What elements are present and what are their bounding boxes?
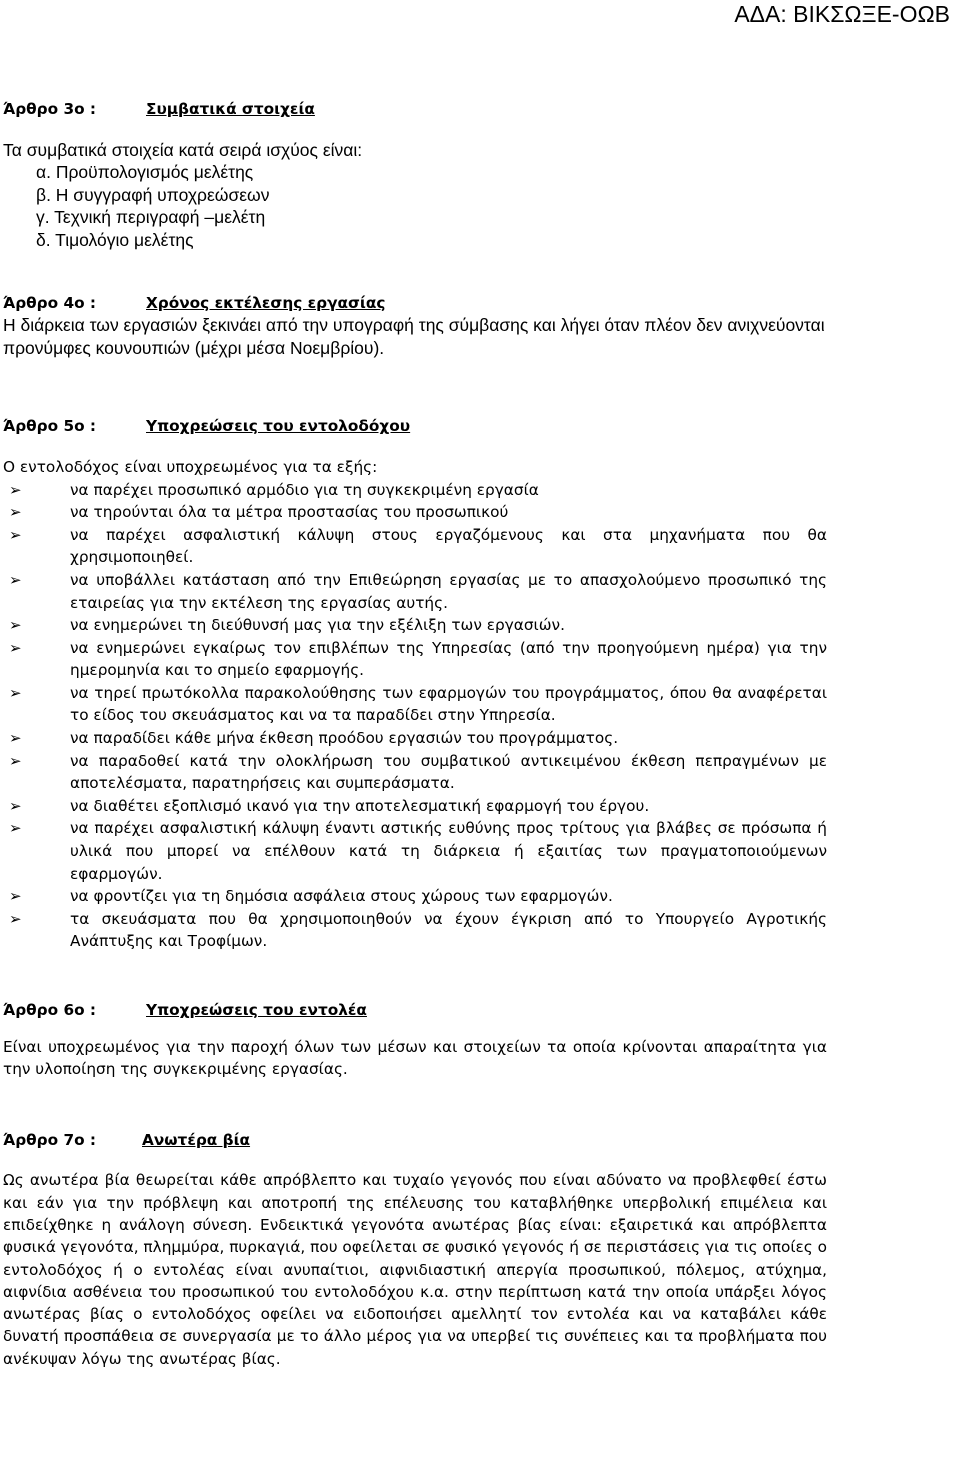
- list-item: ➢ να παρέχει προσωπικό αρμόδιο για τη συγκεκριμένη εργασία: [3, 479, 827, 502]
- article-5-heading: [3, 415, 827, 438]
- contract-item: β. Η συγγραφή υποχρεώσεων: [36, 184, 270, 205]
- ada-header: ΑΔΑ: ΒΙΚΣΩΞΕ-ΟΩΒ: [734, 1, 950, 27]
- contract-item: δ. Τιμολόγιο μελέτης: [36, 229, 194, 250]
- list-item: ➢ να φροντίζει για τη δημόσια ασφάλεια στους χώρους των εφαρμογών.: [3, 885, 827, 908]
- list-item: ➢ να παραδοθεί κατά την ολοκλήρωση του συμβατικού αντικειμένου έκθεση πεπραγμένων με αποτελέσματα, παρατηρήσεις και συμπεράσματα.: [9, 751, 827, 793]
- article-3-intro: Τα συμβατικά στοιχεία κατά σειρά ισχύος είναι:: [3, 139, 363, 160]
- article-title: Συμβατικά στοιχεία: [146, 100, 315, 118]
- contract-item: α. Προϋπολογισμός μελέτης: [36, 162, 254, 183]
- arrowhead-bullet-icon: ➢: [9, 525, 22, 544]
- arrowhead-bullet-icon: ➢: [9, 819, 22, 838]
- article-7-text: Ως ανωτέρα βία θεωρείται κάθε απρόβλεπτο και τυχαίο γεγονός που είναι αδύνατο να προβλεφθεί έστω και εάν για την πρόβλεψη και αποτροπή της επέλευσης του καταβλήθηκε υπερβολική επιμέλεια και επιδείχθηκε η ανάλογη σύνεση. Ενδεικτικά γεγονότα ανωτέρας βίας είναι: εξαιρετικά και απρόβλεπτα φυσικά γεγονότα, πλημμύρα, πυρκαγιά, που οφείλεται σε φυσικό γεγονός ή σε περιστάσεις για τις οποίες ο εντολοδόχος ή ο εντολέας είναι ανυπαίτιοι, αιφνιδιαστική απεργία προσωπικού, πόλεμος, ατύχημα, αιφνίδια ασθένεια του προσωπικού του εντολοδόχου κ.α. στην περίπτωση κατά την οποία υπάρξει λόγος ανωτέρας βίας ο εντολοδόχος οφείλει να ειδοποιήσει αμελλητί τον εντολέα και να καταβάλει κάθε δυνατή προσπάθεια σε συνεργασία με το άλλο μέρος για να υπερβεί τις συνέπειες και τα προβλήματα που ανέκυψαν λόγω της ανωτέρας βίας.: [3, 1171, 827, 1368]
- arrowhead-bullet-icon: ➢: [9, 570, 22, 589]
- arrowhead-bullet-icon: ➢: [9, 909, 22, 928]
- article-4-text: Η διάρκεια των εργασιών ξεκινάει από την υπογραφή της σύμβασης και λήγει όταν πλέον δεν ανιχνεύονται προνύμφες κουνουπιών (μέχρι μέσα Νοεμβρίου).: [3, 315, 825, 358]
- arrowhead-bullet-icon: ➢: [9, 638, 22, 657]
- list-item: ➢ να υποβάλλει κατάσταση από την Επιθεώρηση εργασίας με το απασχολούμενο προσωπικό της εταιρείας για την εκτέλεση της εργασίας αυτής.: [9, 570, 827, 612]
- article-number: Άρθρο 5ο :: [3, 417, 97, 436]
- article-number: Άρθρο 3ο :: [3, 100, 97, 118]
- arrowhead-bullet-icon: ➢: [9, 683, 22, 702]
- list-item: ➢ τα σκευάσματα που θα χρησιμοποιηθούν να έχουν έγκριση από το Υπουργείο Αγροτικής Ανάπτυξης και Τροφίμων.: [9, 909, 827, 951]
- arrowhead-bullet-icon: ➢: [9, 887, 22, 906]
- list-item: ➢ να παρέχει ασφαλιστική κάλυψη στους εργαζόμενους και στα μηχανήματα που θα χρησιμοποιηθεί.: [9, 525, 827, 567]
- list-item: ➢ να τηρούνται όλα τα μέτρα προστασίας του προσωπικού: [3, 501, 827, 524]
- arrowhead-bullet-icon: ➢: [9, 796, 22, 815]
- article-number: Άρθρο 6ο :: [3, 1001, 97, 1019]
- article-7-heading: [3, 1129, 827, 1152]
- list-item: ➢ να παραδίδει κάθε μήνα έκθεση προόδου εργασιών του προγράμματος.: [3, 727, 827, 750]
- article-4-heading: [3, 292, 827, 315]
- article-title: Χρόνος εκτέλεσης εργασίας: [146, 293, 386, 312]
- list-item: ➢ να διαθέτει εξοπλισμό ικανό για την αποτελεσματική εφαρμογή του έργου.: [3, 795, 827, 818]
- arrowhead-bullet-icon: ➢: [9, 616, 22, 635]
- list-item: ➢ να ενημερώνει εγκαίρως τον επιβλέπων της Υπηρεσίας (από την προηγούμενη ημέρα) για την ημερομηνία και το σημείο εφαρμογής.: [9, 638, 827, 680]
- arrowhead-bullet-icon: ➢: [9, 503, 22, 522]
- article-title: Υποχρεώσεις του εντολοδόχου: [146, 417, 411, 436]
- list-item: ➢ να ενημερώνει τη διεύθυνσή μας για την εξέλιξη των εργασιών.: [3, 614, 827, 637]
- list-item: ➢ να τηρεί πρωτόκολλα παρακολούθησης των εφαρμογών του προγράμματος, όπου θα αναφέρεται το είδος του σκευάσματος και να τα παραδίδει στην Υπηρεσία.: [9, 683, 827, 725]
- article-6-text: Είναι υποχρεωμένος για την παροχή όλων των μέσων και στοιχείων τα οποία κρίνονται απαραίτητα για την υλοποίηση της συγκεκριμένης εργασίας.: [3, 1037, 827, 1079]
- arrowhead-bullet-icon: ➢: [9, 751, 22, 770]
- article-number: Άρθρο 7ο :: [3, 1130, 97, 1149]
- document-body: [3, 98, 827, 1370]
- arrowhead-bullet-icon: ➢: [9, 729, 22, 748]
- article-6-heading: [3, 999, 827, 1022]
- contract-item: γ. Τεχνική περιγραφή –μελέτη: [36, 207, 266, 228]
- article-3-heading: [3, 98, 827, 121]
- article-title: Υποχρεώσεις του εντολέα: [146, 1001, 367, 1019]
- article-title: Ανωτέρα βία: [142, 1130, 251, 1149]
- list-item: ➢ να παρέχει ασφαλιστική κάλυψη έναντι αστικής ευθύνης προς τρίτους για βλάβες σε πρόσωπα ή υλικά που μπορεί να επέλθουν κατά τη διάρκεια ή εξαιτίας των πραγματοποιούμενων εφαρμογών.: [9, 819, 827, 883]
- article-5-intro: Ο εντολοδόχος είναι υποχρεωμένος για τα εξής:: [3, 457, 378, 476]
- obligations-list: [3, 479, 827, 953]
- article-number: Άρθρο 4ο :: [3, 293, 97, 312]
- arrowhead-bullet-icon: ➢: [9, 480, 22, 499]
